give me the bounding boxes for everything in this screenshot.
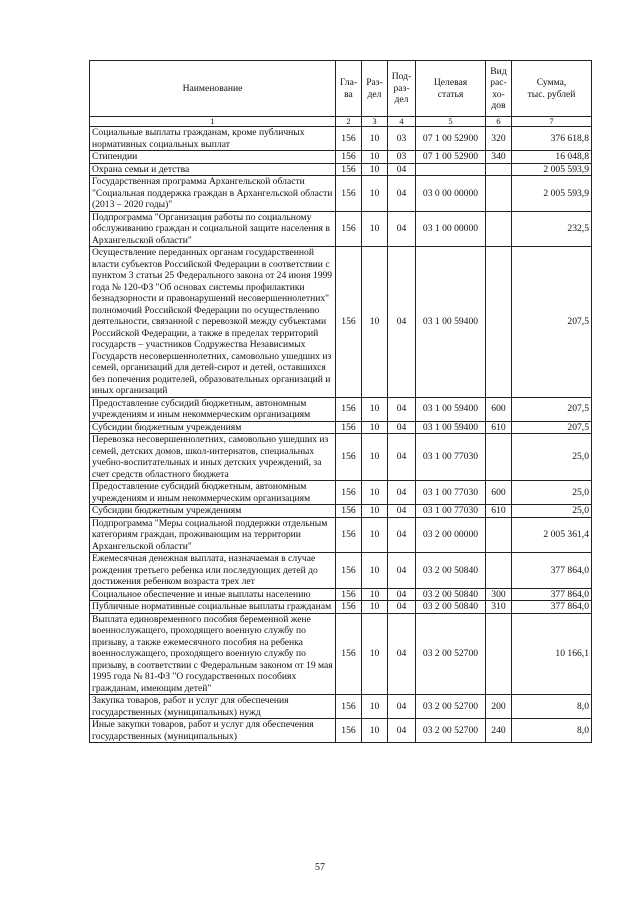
cell-subsection: 04 [388,481,416,505]
cell-chapter: 156 [336,151,362,164]
cell-target: 03 2 00 52700 [416,719,486,743]
cell-chapter: 156 [336,553,362,589]
table-row [90,613,592,695]
header-amount: Сумма, тыс. рублей [512,61,592,117]
cell-amount: 207,5 [512,421,592,434]
cell-subsection: 04 [388,695,416,719]
cell-name: Государственная программа Архангельской области "Социальная поддержка граждан в Архангельской области (2013 – 2020 годы)" [90,176,336,212]
table-row [90,434,592,481]
table-row [90,553,592,589]
cell-expense-type [486,176,512,212]
cell-section: 10 [362,481,388,505]
cell-section: 10 [362,151,388,164]
cell-name: Закупка товаров, работ и услуг для обеспечения государственных (муниципальных) нужд [90,695,336,719]
cell-target: 03 1 00 59400 [416,421,486,434]
cell-section: 10 [362,517,388,553]
cell-amount: 376 618,8 [512,127,592,151]
cell-subsection: 04 [388,163,416,176]
cell-target: 03 2 00 52700 [416,613,486,695]
cell-target: 07 1 00 52900 [416,127,486,151]
budget-table [89,60,592,743]
cell-subsection: 04 [388,247,416,398]
cell-name: Социальные выплаты гражданам, кроме публичных нормативных социальных выплат [90,127,336,151]
column-index-row [90,117,592,127]
cell-name: Выплата единовременного пособия беременной жене военнослужащего, проходящего военную службу по призыву, а также ежемесячного пособия на ребенка военнослужащего, проходящего военную службу по призыву, в соответствии с Федеральным законом от 19 мая 1995 года № 81-ФЗ "О государственных пособиях гражданам, имеющим детей" [90,613,336,695]
cell-name: Стипендии [90,151,336,164]
cell-target: 03 1 00 59400 [416,247,486,398]
page-number: 57 [315,862,325,873]
cell-name: Охрана семьи и детства [90,163,336,176]
cell-section: 10 [362,553,388,589]
cell-amount: 10 166,1 [512,613,592,695]
cell-name: Ежемесячная денежная выплата, назначаемая в случае рождения третьего ребенка или последующих детей до достижения ребенком возраста трех лет [90,553,336,589]
cell-expense-type [486,434,512,481]
cell-subsection: 04 [388,505,416,518]
cell-name: Социальное обеспечение и иные выплаты населению [90,588,336,601]
cell-expense-type: 610 [486,421,512,434]
cell-subsection: 04 [388,613,416,695]
cell-subsection: 04 [388,434,416,481]
cell-target: 03 2 00 50840 [416,553,486,589]
cell-amount: 2 005 593,9 [512,163,592,176]
cell-target: 03 2 00 00000 [416,517,486,553]
table-row [90,601,592,614]
cell-chapter: 156 [336,211,362,247]
cell-subsection: 04 [388,176,416,212]
cell-section: 10 [362,163,388,176]
cell-expense-type: 610 [486,505,512,518]
cell-name: Субсидии бюджетным учреждениям [90,421,336,434]
cell-name: Подпрограмма "Меры социальной поддержки отдельным категориям граждан, проживающим на территории Архангельской области" [90,517,336,553]
header-subsection: Под- раз- дел [388,61,416,117]
header-chapter: Гла- ва [336,61,362,117]
cell-section: 10 [362,601,388,614]
table-row [90,481,592,505]
table-row [90,517,592,553]
cell-amount: 2 005 593,9 [512,176,592,212]
cell-chapter: 156 [336,163,362,176]
table-row [90,421,592,434]
cell-section: 10 [362,127,388,151]
cell-subsection: 04 [388,397,416,421]
cell-section: 10 [362,505,388,518]
cell-section: 10 [362,421,388,434]
cell-expense-type: 310 [486,601,512,614]
cell-name: Субсидии бюджетным учреждениям [90,505,336,518]
table-row [90,151,592,164]
cell-name: Подпрограмма "Организация работы по социальному обслуживанию граждан и социальной защите населения в Архангельской области" [90,211,336,247]
table-row [90,695,592,719]
column-index: 3 [362,117,388,127]
cell-expense-type: 600 [486,397,512,421]
cell-expense-type: 600 [486,481,512,505]
column-index: 1 [90,117,336,127]
cell-subsection: 04 [388,588,416,601]
cell-amount: 377 864,0 [512,601,592,614]
cell-target [416,163,486,176]
cell-target: 03 1 00 77030 [416,505,486,518]
header-section: Раз- дел [362,61,388,117]
cell-amount: 207,5 [512,247,592,398]
cell-name: Публичные нормативные социальные выплаты гражданам [90,601,336,614]
cell-target: 03 2 00 50840 [416,601,486,614]
header-row [90,61,592,117]
cell-section: 10 [362,613,388,695]
cell-subsection: 04 [388,601,416,614]
cell-chapter: 156 [336,397,362,421]
cell-subsection: 03 [388,151,416,164]
table-row [90,588,592,601]
cell-chapter: 156 [336,421,362,434]
cell-section: 10 [362,588,388,601]
cell-amount: 25,0 [512,505,592,518]
table-row [90,163,592,176]
cell-chapter: 156 [336,517,362,553]
cell-target: 03 1 00 00000 [416,211,486,247]
cell-target: 07 1 00 52900 [416,151,486,164]
cell-amount: 25,0 [512,481,592,505]
cell-target: 03 1 00 77030 [416,481,486,505]
column-index: 4 [388,117,416,127]
cell-section: 10 [362,176,388,212]
cell-target: 03 2 00 52700 [416,695,486,719]
header-target: Целевая статья [416,61,486,117]
cell-chapter: 156 [336,247,362,398]
cell-subsection: 03 [388,127,416,151]
cell-section: 10 [362,695,388,719]
cell-name: Осуществление переданных органам государственной власти субъектов Российской Федерации в соответствии с пунктом 3 статьи 25 Федерального закона от 24 июня 1999 года № 120-ФЗ "Об основах системы профилактики безнадзорности и правонарушений несовершеннолетних" полномочий Российской Федерации по осуществлению деятельности, связанной с перевозкой между субъектами Российской Федерации, а также в пределах территорий государств – участников Содружества Независимых Государств несовершеннолетних, самовольно ушедших из семей, организаций для детей-сирот и детей, оставшихся без попечения родителей, образовательных организаций и иных организаций [90,247,336,398]
cell-amount: 377 864,0 [512,588,592,601]
cell-expense-type [486,211,512,247]
cell-amount: 8,0 [512,719,592,743]
cell-chapter: 156 [336,601,362,614]
cell-section: 10 [362,719,388,743]
cell-amount: 377 864,0 [512,553,592,589]
cell-chapter: 156 [336,588,362,601]
cell-name: Иные закупки товаров, работ и услуг для обеспечения государственных (муниципальных) [90,719,336,743]
table-row [90,176,592,212]
cell-target: 03 0 00 00000 [416,176,486,212]
cell-subsection: 04 [388,553,416,589]
cell-subsection: 04 [388,211,416,247]
column-index: 6 [486,117,512,127]
cell-expense-type [486,247,512,398]
cell-name: Предоставление субсидий бюджетным, автономным учреждениям и иным некоммерческим организациям [90,481,336,505]
cell-name: Перевозка несовершеннолетних, самовольно ушедших из семей, детских домов, школ-интернатов, специальных учебно-воспитательных и иных детских учреждений, за счет средств областного бюджета [90,434,336,481]
column-index: 2 [336,117,362,127]
cell-amount: 2 005 361,4 [512,517,592,553]
cell-amount: 207,5 [512,397,592,421]
cell-chapter: 156 [336,481,362,505]
cell-expense-type: 200 [486,695,512,719]
table-row [90,505,592,518]
table-row [90,397,592,421]
cell-expense-type [486,163,512,176]
cell-expense-type: 300 [486,588,512,601]
cell-chapter: 156 [336,719,362,743]
cell-expense-type [486,517,512,553]
cell-amount: 232,5 [512,211,592,247]
table-row [90,719,592,743]
cell-amount: 25,0 [512,434,592,481]
cell-section: 10 [362,211,388,247]
cell-chapter: 156 [336,434,362,481]
cell-amount: 8,0 [512,695,592,719]
cell-subsection: 04 [388,719,416,743]
table-row [90,127,592,151]
cell-expense-type: 320 [486,127,512,151]
cell-subsection: 04 [388,517,416,553]
cell-target: 03 1 00 77030 [416,434,486,481]
cell-expense-type [486,613,512,695]
header-name: Наименование [90,61,336,117]
cell-section: 10 [362,397,388,421]
cell-chapter: 156 [336,127,362,151]
cell-chapter: 156 [336,695,362,719]
cell-expense-type [486,553,512,589]
cell-chapter: 156 [336,505,362,518]
column-index: 5 [416,117,486,127]
table-row [90,211,592,247]
cell-target: 03 2 00 50840 [416,588,486,601]
column-index: 7 [512,117,592,127]
cell-subsection: 04 [388,421,416,434]
cell-section: 10 [362,434,388,481]
cell-section: 10 [362,247,388,398]
cell-expense-type: 340 [486,151,512,164]
cell-chapter: 156 [336,613,362,695]
cell-name: Предоставление субсидий бюджетным, автономным учреждениям и иным некоммерческим организациям [90,397,336,421]
cell-amount: 16 048,8 [512,151,592,164]
cell-expense-type: 240 [486,719,512,743]
cell-chapter: 156 [336,176,362,212]
cell-target: 03 1 00 59400 [416,397,486,421]
table-row [90,247,592,398]
header-expense-type: Вид рас- хо- дов [486,61,512,117]
